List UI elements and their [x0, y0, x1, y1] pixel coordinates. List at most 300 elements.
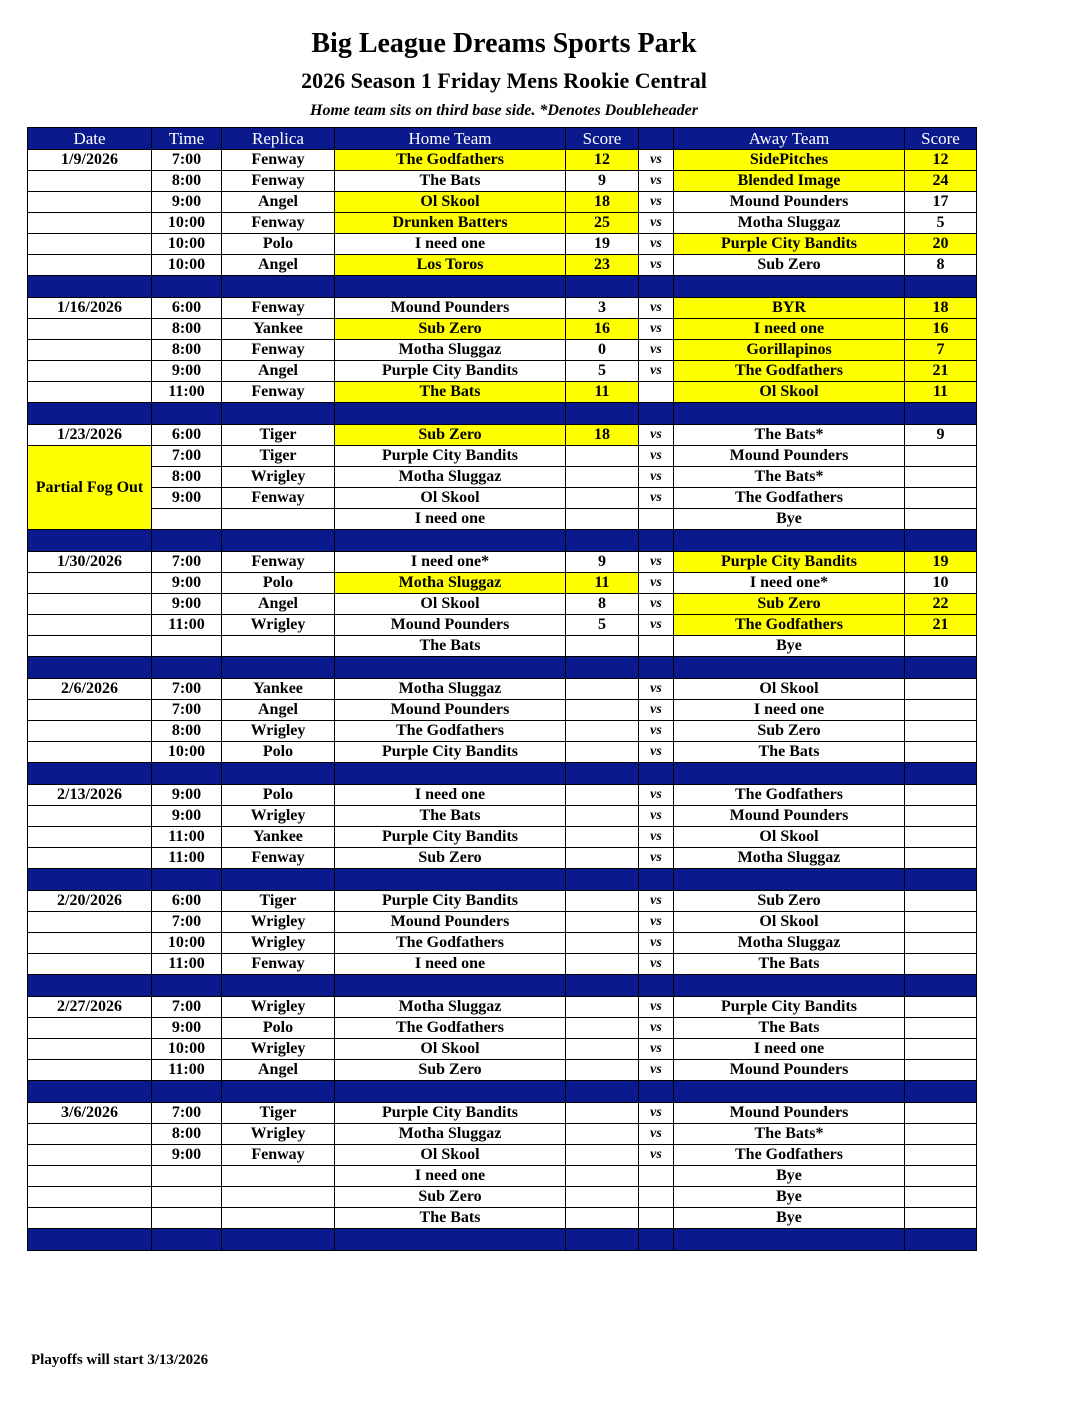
away-team-cell: BYR — [674, 298, 905, 319]
field-cell: Fenway — [222, 954, 335, 975]
home-team-cell: Mound Pounders — [335, 700, 566, 721]
game-row — [28, 150, 977, 171]
game-row — [28, 954, 977, 975]
vs-cell — [639, 1208, 674, 1229]
separator-cell — [566, 403, 639, 425]
away-score-cell: 19 — [905, 552, 977, 573]
away-team-cell: Sub Zero — [674, 721, 905, 742]
home-team-cell: Motha Sluggaz — [335, 997, 566, 1018]
game-row — [28, 997, 977, 1018]
separator-cell — [28, 763, 152, 785]
date-cell — [28, 1039, 152, 1060]
away-score-cell — [905, 1039, 977, 1060]
away-score-cell: 9 — [905, 425, 977, 446]
separator-cell — [152, 1229, 222, 1251]
vs-cell: vs — [639, 255, 674, 276]
vs-cell: vs — [639, 954, 674, 975]
date-cell: 2/20/2026 — [28, 891, 152, 912]
vs-cell: vs — [639, 615, 674, 636]
separator-cell — [639, 869, 674, 891]
week-separator — [28, 530, 977, 552]
date-cell — [28, 1124, 152, 1145]
game-row — [28, 1060, 977, 1081]
away-score-cell — [905, 848, 977, 869]
away-team-cell: Mound Pounders — [674, 192, 905, 213]
field-cell: Wrigley — [222, 1124, 335, 1145]
vs-cell: vs — [639, 1018, 674, 1039]
schedule-body — [28, 150, 977, 1251]
game-row — [28, 192, 977, 213]
away-team-cell: Motha Sluggaz — [674, 213, 905, 234]
vs-cell: vs — [639, 891, 674, 912]
away-team-cell: Mound Pounders — [674, 1103, 905, 1124]
vs-cell — [639, 1166, 674, 1187]
game-row — [28, 171, 977, 192]
separator-cell — [28, 1081, 152, 1103]
page-subtitle: 2026 Season 1 Friday Mens Rookie Central — [301, 68, 707, 93]
col-header-date: Date — [28, 128, 152, 150]
time-cell: 8:00 — [152, 1124, 222, 1145]
game-row — [28, 806, 977, 827]
field-cell: Fenway — [222, 298, 335, 319]
away-score-cell: 24 — [905, 171, 977, 192]
away-score-cell: 16 — [905, 319, 977, 340]
time-cell: 7:00 — [152, 1103, 222, 1124]
separator-cell — [905, 1081, 977, 1103]
field-cell: Tiger — [222, 446, 335, 467]
date-cell — [28, 700, 152, 721]
away-team-cell: Ol Skool — [674, 827, 905, 848]
page-title: Big League Dreams Sports Park — [311, 28, 697, 59]
home-score-cell: 9 — [566, 171, 639, 192]
separator-cell — [152, 763, 222, 785]
game-row — [28, 679, 977, 700]
field-cell: Fenway — [222, 848, 335, 869]
field-cell: Polo — [222, 234, 335, 255]
separator-cell — [152, 1081, 222, 1103]
vs-cell: vs — [639, 785, 674, 806]
home-team-cell: Motha Sluggaz — [335, 1124, 566, 1145]
col-header-away-team: Away Team — [674, 128, 905, 150]
home-team-cell: Sub Zero — [335, 1060, 566, 1081]
home-team-cell: I need one — [335, 785, 566, 806]
separator-cell — [905, 975, 977, 997]
time-cell: 11:00 — [152, 615, 222, 636]
time-cell: 8:00 — [152, 340, 222, 361]
away-score-cell: 20 — [905, 234, 977, 255]
home-score-cell — [566, 954, 639, 975]
field-cell: Polo — [222, 742, 335, 763]
away-team-cell: Mound Pounders — [674, 1060, 905, 1081]
away-score-cell — [905, 1145, 977, 1166]
away-score-cell — [905, 933, 977, 954]
game-row — [28, 1166, 977, 1187]
home-team-cell: Motha Sluggaz — [335, 467, 566, 488]
away-team-cell: The Bats — [674, 742, 905, 763]
time-cell: 10:00 — [152, 213, 222, 234]
time-cell: 10:00 — [152, 255, 222, 276]
field-cell — [222, 1208, 335, 1229]
vs-cell: vs — [639, 806, 674, 827]
date-cell — [28, 340, 152, 361]
time-cell: 7:00 — [152, 700, 222, 721]
date-cell — [28, 382, 152, 403]
away-team-cell: The Bats — [674, 1018, 905, 1039]
separator-cell — [639, 763, 674, 785]
away-team-cell: I need one — [674, 700, 905, 721]
vs-cell: vs — [639, 213, 674, 234]
away-score-cell — [905, 997, 977, 1018]
separator-cell — [674, 975, 905, 997]
away-score-cell — [905, 1103, 977, 1124]
vs-cell: vs — [639, 1060, 674, 1081]
away-team-cell: Bye — [674, 1208, 905, 1229]
home-team-cell: I need one — [335, 234, 566, 255]
time-cell: 6:00 — [152, 891, 222, 912]
separator-cell — [335, 403, 566, 425]
home-team-cell: I need one — [335, 954, 566, 975]
separator-cell — [335, 657, 566, 679]
home-score-cell — [566, 1060, 639, 1081]
week-separator — [28, 763, 977, 785]
away-team-cell: Bye — [674, 1187, 905, 1208]
home-score-cell — [566, 1039, 639, 1060]
home-team-cell: Sub Zero — [335, 425, 566, 446]
separator-cell — [674, 869, 905, 891]
vs-cell: vs — [639, 742, 674, 763]
home-score-cell: 11 — [566, 573, 639, 594]
vs-cell — [639, 382, 674, 403]
away-score-cell: 22 — [905, 594, 977, 615]
away-team-cell: The Godfathers — [674, 361, 905, 382]
away-score-cell — [905, 954, 977, 975]
separator-cell — [674, 763, 905, 785]
away-score-cell — [905, 509, 977, 530]
week-separator — [28, 975, 977, 997]
game-row — [28, 340, 977, 361]
away-score-cell: 18 — [905, 298, 977, 319]
game-row — [28, 382, 977, 403]
home-score-cell — [566, 1145, 639, 1166]
time-cell: 10:00 — [152, 742, 222, 763]
home-score-cell: 3 — [566, 298, 639, 319]
vs-cell: vs — [639, 1039, 674, 1060]
home-team-cell: The Bats — [335, 636, 566, 657]
separator-cell — [905, 276, 977, 298]
home-score-cell — [566, 1187, 639, 1208]
separator-cell — [335, 1081, 566, 1103]
away-score-cell — [905, 1060, 977, 1081]
week-separator — [28, 657, 977, 679]
separator-cell — [152, 975, 222, 997]
away-score-cell — [905, 1208, 977, 1229]
field-cell: Angel — [222, 700, 335, 721]
time-cell — [152, 636, 222, 657]
vs-cell: vs — [639, 488, 674, 509]
vs-cell: vs — [639, 171, 674, 192]
date-cell — [28, 1060, 152, 1081]
field-cell — [222, 1166, 335, 1187]
home-team-cell: Purple City Bandits — [335, 742, 566, 763]
home-team-cell: The Bats — [335, 1208, 566, 1229]
vs-cell: vs — [639, 425, 674, 446]
date-cell — [28, 234, 152, 255]
game-row — [28, 933, 977, 954]
separator-cell — [639, 1229, 674, 1251]
home-team-cell: Purple City Bandits — [335, 1103, 566, 1124]
game-row — [28, 615, 977, 636]
separator-cell — [222, 657, 335, 679]
home-team-cell: The Bats — [335, 171, 566, 192]
separator-cell — [152, 657, 222, 679]
home-score-cell — [566, 848, 639, 869]
field-cell: Polo — [222, 1018, 335, 1039]
game-row — [28, 573, 977, 594]
home-score-cell — [566, 806, 639, 827]
time-cell: 7:00 — [152, 997, 222, 1018]
home-score-cell: 16 — [566, 319, 639, 340]
away-team-cell: The Bats* — [674, 467, 905, 488]
separator-cell — [905, 657, 977, 679]
separator-cell — [335, 1229, 566, 1251]
home-score-cell: 12 — [566, 150, 639, 171]
away-score-cell — [905, 1187, 977, 1208]
away-score-cell — [905, 827, 977, 848]
separator-cell — [639, 975, 674, 997]
separator-cell — [222, 869, 335, 891]
game-row — [28, 700, 977, 721]
home-score-cell: 8 — [566, 594, 639, 615]
field-cell: Tiger — [222, 1103, 335, 1124]
home-score-cell: 23 — [566, 255, 639, 276]
separator-cell — [222, 403, 335, 425]
away-team-cell: Sub Zero — [674, 255, 905, 276]
field-cell: Fenway — [222, 552, 335, 573]
field-cell: Wrigley — [222, 615, 335, 636]
home-team-cell: Mound Pounders — [335, 615, 566, 636]
game-row — [28, 1208, 977, 1229]
home-team-cell: Motha Sluggaz — [335, 573, 566, 594]
time-cell: 8:00 — [152, 721, 222, 742]
time-cell: 7:00 — [152, 679, 222, 700]
field-cell: Yankee — [222, 679, 335, 700]
field-cell: Fenway — [222, 171, 335, 192]
separator-cell — [674, 530, 905, 552]
date-cell — [28, 721, 152, 742]
away-team-cell: Ol Skool — [674, 382, 905, 403]
separator-cell — [566, 975, 639, 997]
field-cell: Angel — [222, 361, 335, 382]
home-score-cell — [566, 446, 639, 467]
separator-cell — [566, 530, 639, 552]
time-cell: 7:00 — [152, 552, 222, 573]
separator-cell — [152, 403, 222, 425]
game-row — [28, 1018, 977, 1039]
home-score-cell — [566, 1103, 639, 1124]
away-team-cell: Gorillapinos — [674, 340, 905, 361]
game-row — [28, 467, 977, 488]
col-header-home-team: Home Team — [335, 128, 566, 150]
week-separator — [28, 276, 977, 298]
separator-cell — [905, 530, 977, 552]
game-row — [28, 1145, 977, 1166]
date-cell: 1/23/2026 — [28, 425, 152, 446]
home-team-cell: The Godfathers — [335, 721, 566, 742]
playoffs-note: Playoffs will start 3/13/2026 — [31, 1352, 209, 1368]
home-score-cell — [566, 912, 639, 933]
separator-cell — [639, 276, 674, 298]
time-cell: 7:00 — [152, 150, 222, 171]
away-team-cell: The Godfathers — [674, 1145, 905, 1166]
date-cell — [28, 594, 152, 615]
away-score-cell — [905, 700, 977, 721]
date-cell — [28, 615, 152, 636]
home-score-cell — [566, 891, 639, 912]
separator-cell — [905, 1229, 977, 1251]
home-team-cell: I need one — [335, 1166, 566, 1187]
away-score-cell — [905, 467, 977, 488]
home-score-cell: 11 — [566, 382, 639, 403]
separator-cell — [674, 403, 905, 425]
separator-cell — [222, 1081, 335, 1103]
time-cell: 10:00 — [152, 933, 222, 954]
date-cell — [28, 319, 152, 340]
home-score-cell — [566, 509, 639, 530]
field-cell: Wrigley — [222, 933, 335, 954]
away-score-cell — [905, 742, 977, 763]
game-row — [28, 425, 977, 446]
home-team-cell: Ol Skool — [335, 488, 566, 509]
time-cell: 8:00 — [152, 467, 222, 488]
game-row — [28, 742, 977, 763]
home-score-cell — [566, 636, 639, 657]
date-cell — [28, 933, 152, 954]
field-cell: Polo — [222, 785, 335, 806]
away-score-cell: 12 — [905, 150, 977, 171]
field-cell: Yankee — [222, 827, 335, 848]
separator-cell — [905, 763, 977, 785]
time-cell — [152, 509, 222, 530]
separator-cell — [28, 975, 152, 997]
away-score-cell: 8 — [905, 255, 977, 276]
time-cell: 6:00 — [152, 298, 222, 319]
time-cell — [152, 1166, 222, 1187]
away-score-cell — [905, 721, 977, 742]
field-cell — [222, 636, 335, 657]
field-cell: Fenway — [222, 340, 335, 361]
away-score-cell — [905, 679, 977, 700]
date-cell — [28, 636, 152, 657]
home-score-cell — [566, 1166, 639, 1187]
away-team-cell: Purple City Bandits — [674, 552, 905, 573]
vs-cell: vs — [639, 997, 674, 1018]
date-cell — [28, 742, 152, 763]
col-header-vs — [639, 128, 674, 150]
home-team-cell: The Bats — [335, 382, 566, 403]
vs-cell — [639, 1187, 674, 1208]
away-score-cell — [905, 785, 977, 806]
date-cell — [28, 1018, 152, 1039]
away-team-cell: Blended Image — [674, 171, 905, 192]
home-score-cell: 19 — [566, 234, 639, 255]
game-row — [28, 361, 977, 382]
game-row — [28, 785, 977, 806]
separator-cell — [335, 530, 566, 552]
home-score-cell — [566, 997, 639, 1018]
home-team-cell: Motha Sluggaz — [335, 679, 566, 700]
field-cell: Angel — [222, 192, 335, 213]
separator-cell — [222, 975, 335, 997]
date-cell — [28, 255, 152, 276]
separator-cell — [28, 403, 152, 425]
home-score-cell: 5 — [566, 615, 639, 636]
week-separator — [28, 403, 977, 425]
separator-cell — [152, 276, 222, 298]
home-team-cell: Sub Zero — [335, 319, 566, 340]
date-cell — [28, 827, 152, 848]
time-cell: 7:00 — [152, 446, 222, 467]
separator-cell — [28, 869, 152, 891]
field-cell: Fenway — [222, 382, 335, 403]
away-team-cell: Bye — [674, 636, 905, 657]
col-header-home-score: Score — [566, 128, 639, 150]
separator-cell — [639, 657, 674, 679]
away-score-cell — [905, 891, 977, 912]
home-score-cell: 25 — [566, 213, 639, 234]
home-team-cell: Mound Pounders — [335, 912, 566, 933]
date-cell: 2/6/2026 — [28, 679, 152, 700]
separator-cell — [674, 276, 905, 298]
home-score-cell — [566, 1018, 639, 1039]
game-row — [28, 827, 977, 848]
game-row — [28, 255, 977, 276]
vs-cell: vs — [639, 467, 674, 488]
vs-cell: vs — [639, 573, 674, 594]
home-team-cell: Mound Pounders — [335, 298, 566, 319]
home-score-cell — [566, 785, 639, 806]
away-team-cell: Sub Zero — [674, 891, 905, 912]
vs-cell: vs — [639, 594, 674, 615]
date-cell — [28, 1145, 152, 1166]
vs-cell: vs — [639, 446, 674, 467]
separator-cell — [222, 276, 335, 298]
week-note: Partial Fog Out — [28, 446, 152, 530]
field-cell: Wrigley — [222, 912, 335, 933]
time-cell: 9:00 — [152, 785, 222, 806]
home-team-cell: I need one — [335, 509, 566, 530]
schedule-table — [27, 127, 977, 1251]
time-cell: 11:00 — [152, 382, 222, 403]
home-team-cell: The Godfathers — [335, 933, 566, 954]
time-cell: 11:00 — [152, 827, 222, 848]
field-cell — [222, 509, 335, 530]
home-score-cell — [566, 721, 639, 742]
vs-cell: vs — [639, 192, 674, 213]
time-cell: 7:00 — [152, 912, 222, 933]
vs-cell: vs — [639, 361, 674, 382]
separator-cell — [335, 763, 566, 785]
vs-cell: vs — [639, 933, 674, 954]
field-cell — [222, 1187, 335, 1208]
date-cell: 1/16/2026 — [28, 298, 152, 319]
field-cell: Tiger — [222, 891, 335, 912]
time-cell: 11:00 — [152, 1060, 222, 1081]
vs-cell: vs — [639, 552, 674, 573]
field-cell: Wrigley — [222, 467, 335, 488]
away-team-cell: Purple City Bandits — [674, 997, 905, 1018]
separator-cell — [222, 1229, 335, 1251]
home-team-cell: The Godfathers — [335, 1018, 566, 1039]
